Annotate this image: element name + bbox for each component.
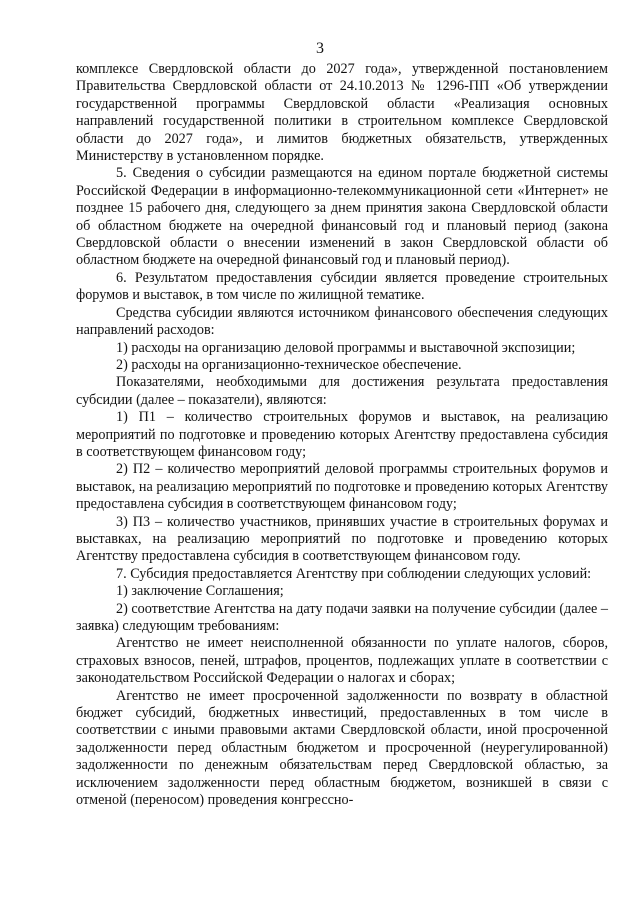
paragraph-item-7: 7. Субсидия предоставляется Агентству при соблюдении следующих условий: bbox=[116, 565, 592, 582]
paragraph-indicators: Показателями, необходимыми для достижения результата предоставления субсидии (далее – показатели), являются: bbox=[76, 374, 608, 408]
paragraph-expense-1: 1) расходы на организацию деловой программы и выставочной экспозиции; bbox=[116, 339, 576, 356]
body-text bbox=[76, 61, 608, 809]
paragraph-condition-1: 1) заключение Соглашения; bbox=[116, 583, 284, 600]
paragraph-indicator-p1: 1) П1 – количество строительных форумов и выставок, на реализацию мероприятий по подготовке и проведению которых Агентству предоставлена субсидия в соответствующем финансовом году; bbox=[76, 409, 608, 460]
paragraph-indicator-p3: 3) П3 – количество участников, принявших участие в строительных форумах и выставках, на реализацию мероприятий по подготовке и проведению которых Агентству предоставлена субсидия в соответствующем финансовом году. bbox=[76, 513, 608, 565]
paragraph-indicator-p2: 2) П2 – количество мероприятий деловой программы строительных форумов и выставок, на реализацию мероприятий по подготовке и проведению которых Агентству предоставлена субсидия в соответствующем финансовом году; bbox=[76, 461, 608, 513]
paragraph-continuation: комплексе Свердловской области до 2027 года», утвержденной постановлением Правительства Свердловской области от 24.10.2013 № 1296-ПП «Об утверждении государственной программы Свердловской области «Реализация основных направлений государственной политики в строительном комплексе Свердловской области до 2027 года», и лимитов бюджетных обязательств, утвержденных Министерству в установленном порядке. bbox=[76, 61, 608, 165]
paragraph-requirement-debt: Агентство не имеет просроченной задолженности по возврату в областной бюджет субсидий, бюджетных инвестиций, предоставленных в том числе в соответствии с иными правовыми актами Свердловской области, иной просроченной задолженности перед областным бюджетом и просроченной (неурегулированной) задолженности по денежным обязательствам перед Свердловской областью, за исключением задолженности перед областным бюджетом, возникшей в связи с отменой (переносом) проведения конгрессно- bbox=[76, 687, 608, 809]
paragraph-subsidy-funds: Средства субсидии являются источником финансового обеспечения следующих направлений расходов: bbox=[76, 304, 608, 339]
paragraph-expense-2: 2) расходы на организационно-техническое обеспечение. bbox=[116, 356, 462, 373]
paragraph-item-5: 5. Сведения о субсидии размещаются на едином портале бюджетной системы Российской Федерации в информационно-телекоммуникационной сети «Интернет» не позднее 15 рабочего дня, следующего за днем принятия закона Свердловской области об областном бюджете на очередной финансовый год и плановый период (закона Свердловской области о внесении изменений в закон Свердловской области об областном бюджете на очередной финансовый год и плановый период). bbox=[76, 165, 608, 269]
paragraph-condition-2: 2) соответствие Агентства на дату подачи заявки на получение субсидии (далее – заявка) следующим требованиям: bbox=[76, 600, 608, 634]
page-number: 3 bbox=[316, 40, 324, 57]
paragraph-item-6: 6. Результатом предоставления субсидии является проведение строительных форумов и выставок, в том числе по жилищной тематике. bbox=[76, 269, 608, 304]
paragraph-requirement-taxes: Агентство не имеет неисполненной обязанности по уплате налогов, сборов, страховых взносов, пеней, штрафов, процентов, подлежащих уплате в соответствии с законодательством Российской Федерации о налогах и сборах; bbox=[76, 635, 608, 687]
